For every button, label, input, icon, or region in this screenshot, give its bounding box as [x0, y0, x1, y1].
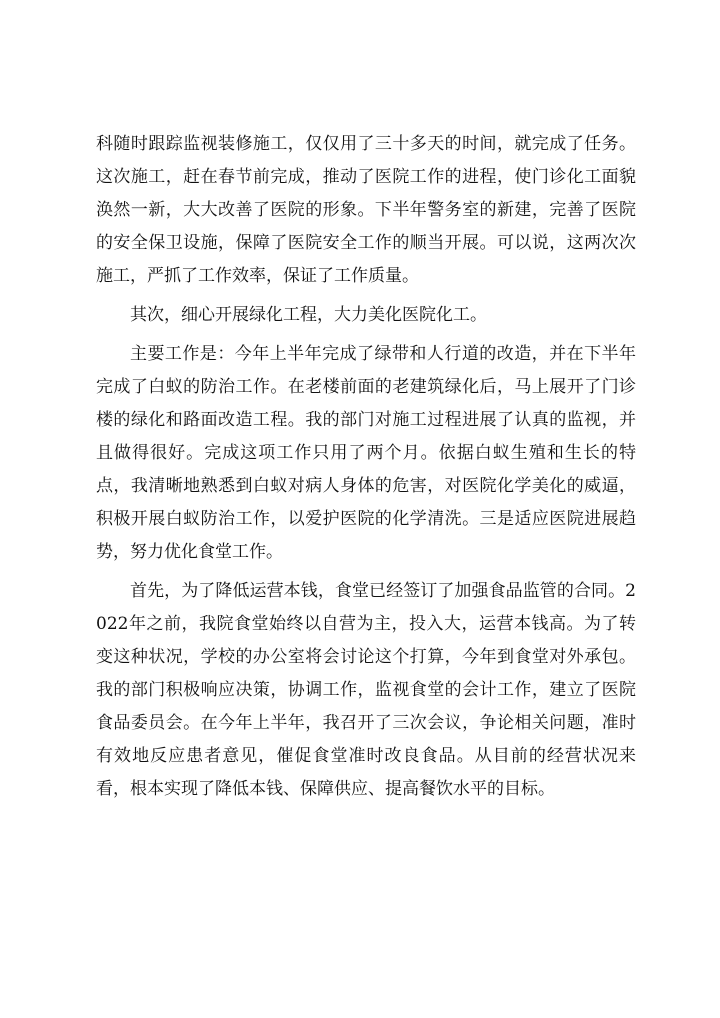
paragraph-main-work: 主要工作是：今年上半年完成了绿带和人行道的改造，并在下半年完成了白蚁的防治工作。在老楼前面的老建筑绿化后，马上展开了门诊楼的绿化和路面改造工程。我的部门对施工过程进展了认真的监视，并且做得很好。完成这项工作只用了两个月。依据白蚁生殖和生长的特点，我清晰地熟悉到白蚁对病人身体的危害，对医院化学美化的威逼，积极开展白蚁防治工作，以爱护医院的化学清洗。三是适应医院进展趋势，努力优化食堂工作。 [96, 344, 636, 562]
paragraph-continuation: 科随时跟踪监视装修施工，仅仅用了三十多天的时间，就完成了任务。这次施工，赶在春节前完成，推动了医院工作的进程，使门诊化工面貌涣然一新，大大改善了医院的形象。下半年警务室的新建，完善了医院的安全保卫设施，保障了医院安全工作的顺当开展。可以说，这两次次施工，严抓了工作效率，保证了工作质量。 [96, 134, 636, 286]
paragraph-canteen: 首先，为了降低运营本钱，食堂已经签订了加强食品监管的合同。2022年之前，我院食堂始终以自营为主，投入大，运营本钱高。为了转变这种状况，学校的办公室将会讨论这个打算，今年到食堂对外承包。我的部门积极响应决策，协调工作，监视食堂的会计工作，建立了医院食品委员会。在今年上半年，我召开了三次会议，争论相关问题，准时有效地反应患者意见，催促食堂准时改良食品。从目前的经营状况来看，根本实现了降低本钱、保障供应、提高餐饮水平的目标。 [96, 581, 636, 799]
paragraph-greening-heading: 其次，细心开展绿化工程，大力美化医院化工。 [130, 305, 487, 325]
document-body [96, 128, 636, 812]
